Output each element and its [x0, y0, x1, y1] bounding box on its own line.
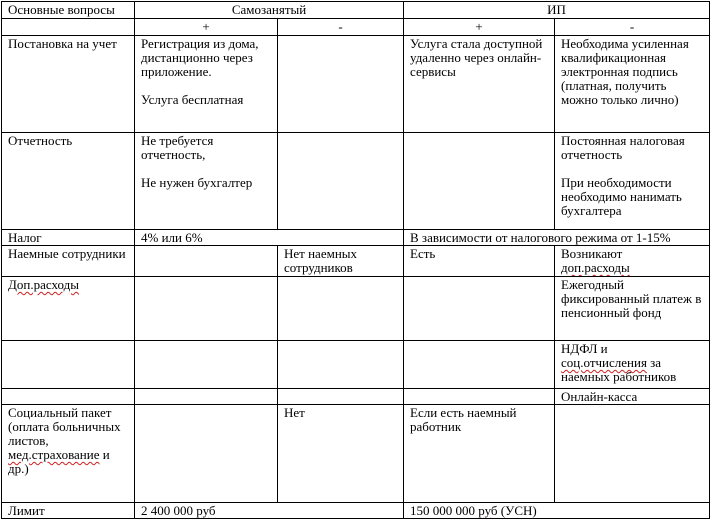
row-label-registration: Постановка на учет	[2, 36, 135, 133]
ndfl-text-rest: за наемных работников	[561, 355, 677, 384]
limit-ip-suffix: (УСН)	[497, 503, 537, 518]
tax-self-employed: 4% или 6%	[135, 230, 404, 246]
employees-ip-minus	[555, 246, 710, 277]
table-row	[2, 341, 710, 389]
limit-ip	[404, 503, 710, 519]
tax-ip: В зависимости от налогового режима от 1-15%	[404, 230, 710, 246]
extra-costs-se-minus	[278, 277, 404, 341]
limit-ip-amount: 150 000 000	[410, 503, 479, 518]
reporting-ip-minus: Постоянная налоговая отчетность При необходимости необходимо нанимать бухгалтера	[555, 133, 710, 230]
spellcheck-word: соц.отчисления	[561, 355, 647, 370]
limit-se-amount: 2 400 000	[141, 503, 197, 518]
ndfl-text-line1: НДФЛ и	[561, 341, 608, 356]
registration-se-minus	[278, 36, 404, 133]
spellcheck-word: Доп.расходы	[8, 277, 79, 292]
row-label-limit: Лимит	[2, 503, 135, 519]
ip-minus-sign: -	[555, 19, 710, 36]
table-row	[2, 36, 710, 133]
employees-se-minus: Нет наемных сотрудников	[278, 246, 404, 277]
reporting-ip-plus	[404, 133, 555, 230]
employees-ip-minus-text: Возникают	[561, 246, 623, 261]
se-minus-sign: -	[278, 19, 404, 36]
ndfl-ip-minus	[555, 341, 710, 389]
signs-row	[2, 19, 710, 36]
limit-self-employed	[135, 503, 404, 519]
header-questions: Основные вопросы	[2, 2, 135, 19]
registration-se-plus: Регистрация из дома, дистанционно через приложение. Услуга бесплатная	[135, 36, 278, 133]
header-ip: ИП	[404, 2, 710, 19]
table-row	[2, 133, 710, 230]
table-row	[2, 246, 710, 277]
social-ip-minus	[555, 405, 710, 503]
row-label-social	[2, 405, 135, 503]
spellcheck-word: руб	[478, 503, 498, 518]
cash-ip-minus: Онлайн-касса	[555, 389, 710, 405]
social-label-part2: и др.)	[8, 447, 110, 476]
row-label-reporting: Отчетность	[2, 133, 135, 230]
header-self-employed: Самозанятый	[135, 2, 404, 19]
employees-se-plus	[135, 246, 278, 277]
spellcheck-word: руб	[196, 503, 216, 518]
table-row	[2, 405, 710, 503]
table-row	[2, 389, 710, 405]
social-ip-plus: Если есть наемный работник	[404, 405, 555, 503]
table-row	[2, 230, 710, 246]
extra-costs-ip-plus	[404, 277, 555, 341]
se-plus-sign: +	[135, 19, 278, 36]
extra-costs-ip-minus: Ежегодный фиксированный платеж в пенсионный фонд	[555, 277, 710, 341]
spellcheck-word: мед.страхование	[8, 447, 100, 462]
registration-ip-minus: Необходима усиленная квалификационная электронная подпись (платная, получить можно только лично)	[555, 36, 710, 133]
table-row	[2, 277, 710, 341]
registration-ip-plus: Услуга стала доступной удаленно через онлайн-сервисы	[404, 36, 555, 133]
row-label-extra-costs	[2, 277, 135, 341]
ip-plus-sign: +	[404, 19, 555, 36]
cash-label-cell	[2, 389, 135, 405]
employees-ip-plus: Есть	[404, 246, 555, 277]
social-se-plus	[135, 405, 278, 503]
ndfl-se-minus	[278, 341, 404, 389]
social-se-minus: Нет	[278, 405, 404, 503]
ndfl-label-cell	[2, 341, 135, 389]
reporting-se-minus	[278, 133, 404, 230]
cash-ip-plus	[404, 389, 555, 405]
ndfl-se-plus	[135, 341, 278, 389]
header-row	[2, 2, 710, 19]
table-row	[2, 503, 710, 519]
ndfl-ip-plus	[404, 341, 555, 389]
cash-se-minus	[278, 389, 404, 405]
signs-label-cell	[2, 19, 135, 36]
row-label-tax: Налог	[2, 230, 135, 246]
extra-costs-se-plus	[135, 277, 278, 341]
row-label-employees: Наемные сотрудники	[2, 246, 135, 277]
spellcheck-word: доп.расходы	[561, 260, 630, 275]
reporting-se-plus: Не требуется отчетность, Не нужен бухгалтер	[135, 133, 278, 230]
comparison-table	[1, 1, 710, 519]
social-label-part1: Социальный пакет (оплата больничных листов,	[8, 405, 121, 448]
cash-se-plus	[135, 389, 278, 405]
